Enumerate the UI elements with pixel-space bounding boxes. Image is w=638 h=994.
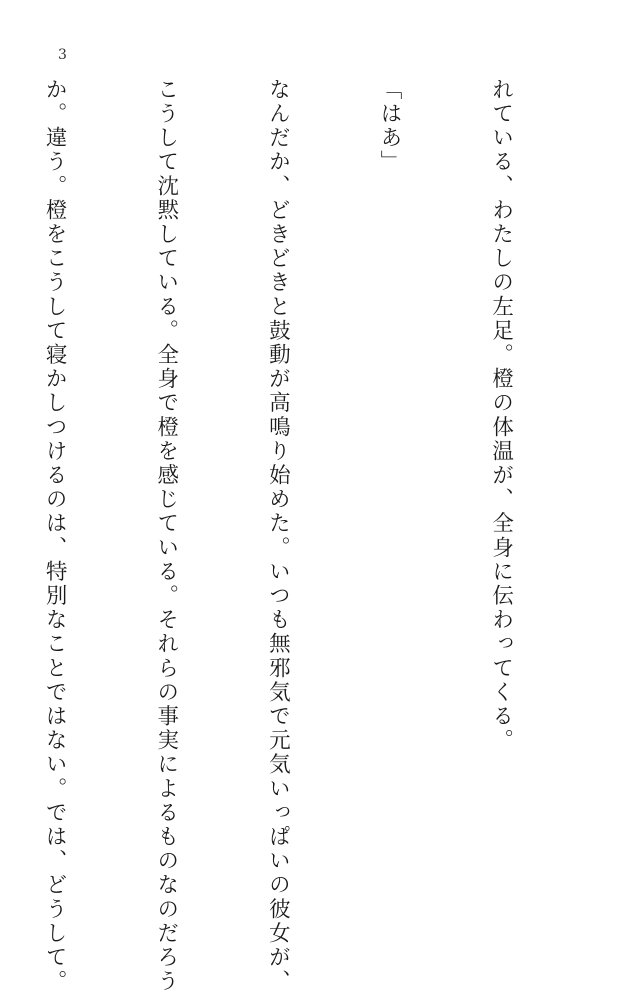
text-line: か。違う。橙をこうして寝かしつけるのは、特別なことではない。では、どうして。 bbox=[42, 78, 68, 994]
text-line: れている、わたしの左足。橙の体温が、全身に伝わってくる。 bbox=[488, 78, 514, 753]
text-line: なんだか、どきどきと鼓動が高鳴り始めた。いつも無邪気で元気いっぱいの彼女が、 bbox=[265, 78, 291, 994]
page-number: 3 bbox=[58, 47, 67, 63]
vertical-text-body bbox=[0, 78, 594, 994]
text-line: 「はあ」 bbox=[376, 78, 402, 175]
text-line: こうして沈黙している。全身で橙を感じている。それらの事実によるものなのだろう bbox=[153, 78, 179, 994]
